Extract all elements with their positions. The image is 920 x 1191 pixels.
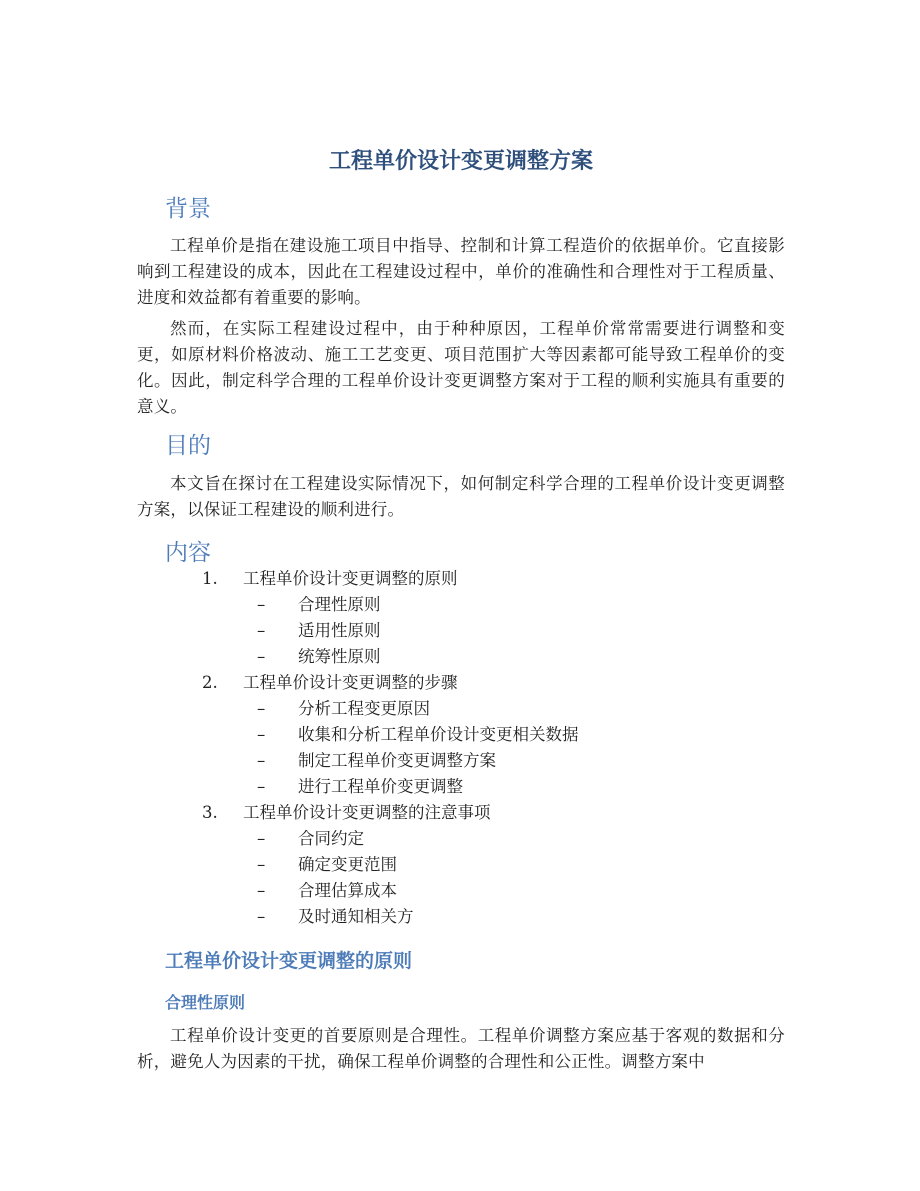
principles-paragraph: 工程单价设计变更的首要原则是合理性。工程单价调整方案应基于客观的数据和分析，避免人为因素的干扰，确保工程单价调整的合理性和公正性。调整方案中 [137,1026,785,1071]
dash-bullet: – [257,829,266,848]
content-outline-list [137,566,785,930]
list-item [137,566,785,592]
sub-list-item-text: 收集和分析工程单价设计变更相关数据 [298,725,579,744]
background-paragraph-2: 然而，在实际工程建设过程中，由于种种原因，工程单价常常需要进行调整和变更，如原材料价格波动、施工工艺变更、项目范围扩大等因素都可能导致工程单价的变化。因此，制定科学合理的工程单价设计变更调整方案对于工程的顺利实施具有重要的意义。 [137,319,785,416]
sub-list-item-text: 及时通知相关方 [298,907,414,926]
sub-list-item [137,904,785,930]
list-item-text: 工程单价设计变更调整的原则 [243,569,458,588]
sub-list-item [137,592,785,618]
sub-list-item [137,748,785,774]
dash-bullet: – [257,647,266,666]
dash-bullet: – [257,907,266,926]
sub-list-item [137,774,785,800]
list-item [137,800,785,826]
list-item-number: 1. [202,569,218,588]
sub-list-item [137,852,785,878]
sub-list-item [137,826,785,852]
purpose-paragraph: 本文旨在探讨在工程建设实际情况下，如何制定科学合理的工程单价设计变更调整方案，以保证工程建设的顺利进行。 [137,474,785,519]
sub-list-item [137,618,785,644]
sub-list-item [137,878,785,904]
dash-bullet: – [257,621,266,640]
sub-list-item-text: 合同约定 [298,829,364,848]
sub-list-item-text: 制定工程单价变更调整方案 [298,751,496,770]
heading-background: 背景 [165,196,211,222]
list-item-text: 工程单价设计变更调整的注意事项 [243,803,491,822]
background-paragraph-1: 工程单价是指在建设施工项目中指导、控制和计算工程造价的依据单价。它直接影响到工程建设的成本，因此在工程建设过程中，单价的准确性和合理性对于工程质量、进度和效益都有着重要的影响。 [137,236,785,307]
dash-bullet: – [257,855,266,874]
dash-bullet: – [257,881,266,900]
dash-bullet: – [257,725,266,744]
dash-bullet: – [257,595,266,614]
list-item-text: 工程单价设计变更调整的步骤 [243,673,458,692]
sub-list-item [137,696,785,722]
list-item-number: 3. [202,803,218,822]
dash-bullet: – [257,699,266,718]
list-item [137,670,785,696]
sub-list-item-text: 分析工程变更原因 [298,699,430,718]
dash-bullet: – [257,751,266,770]
dash-bullet: – [257,777,266,796]
sub-list-item-text: 统筹性原则 [298,647,381,666]
list-item-number: 2. [202,673,218,692]
sub-list-item-text: 合理性原则 [298,595,381,614]
heading-rationality-principle: 合理性原则 [165,993,246,1012]
sub-list-item-text: 进行工程单价变更调整 [298,777,463,796]
sub-list-item [137,722,785,748]
sub-list-item-text: 合理估算成本 [298,881,397,900]
sub-list-item [137,644,785,670]
document-title: 工程单价设计变更调整方案 [328,149,593,174]
sub-list-item-text: 确定变更范围 [298,855,397,874]
heading-purpose: 目的 [165,433,211,459]
heading-principles: 工程单价设计变更调整的原则 [165,950,413,972]
sub-list-item-text: 适用性原则 [298,621,381,640]
heading-content: 内容 [165,540,211,566]
